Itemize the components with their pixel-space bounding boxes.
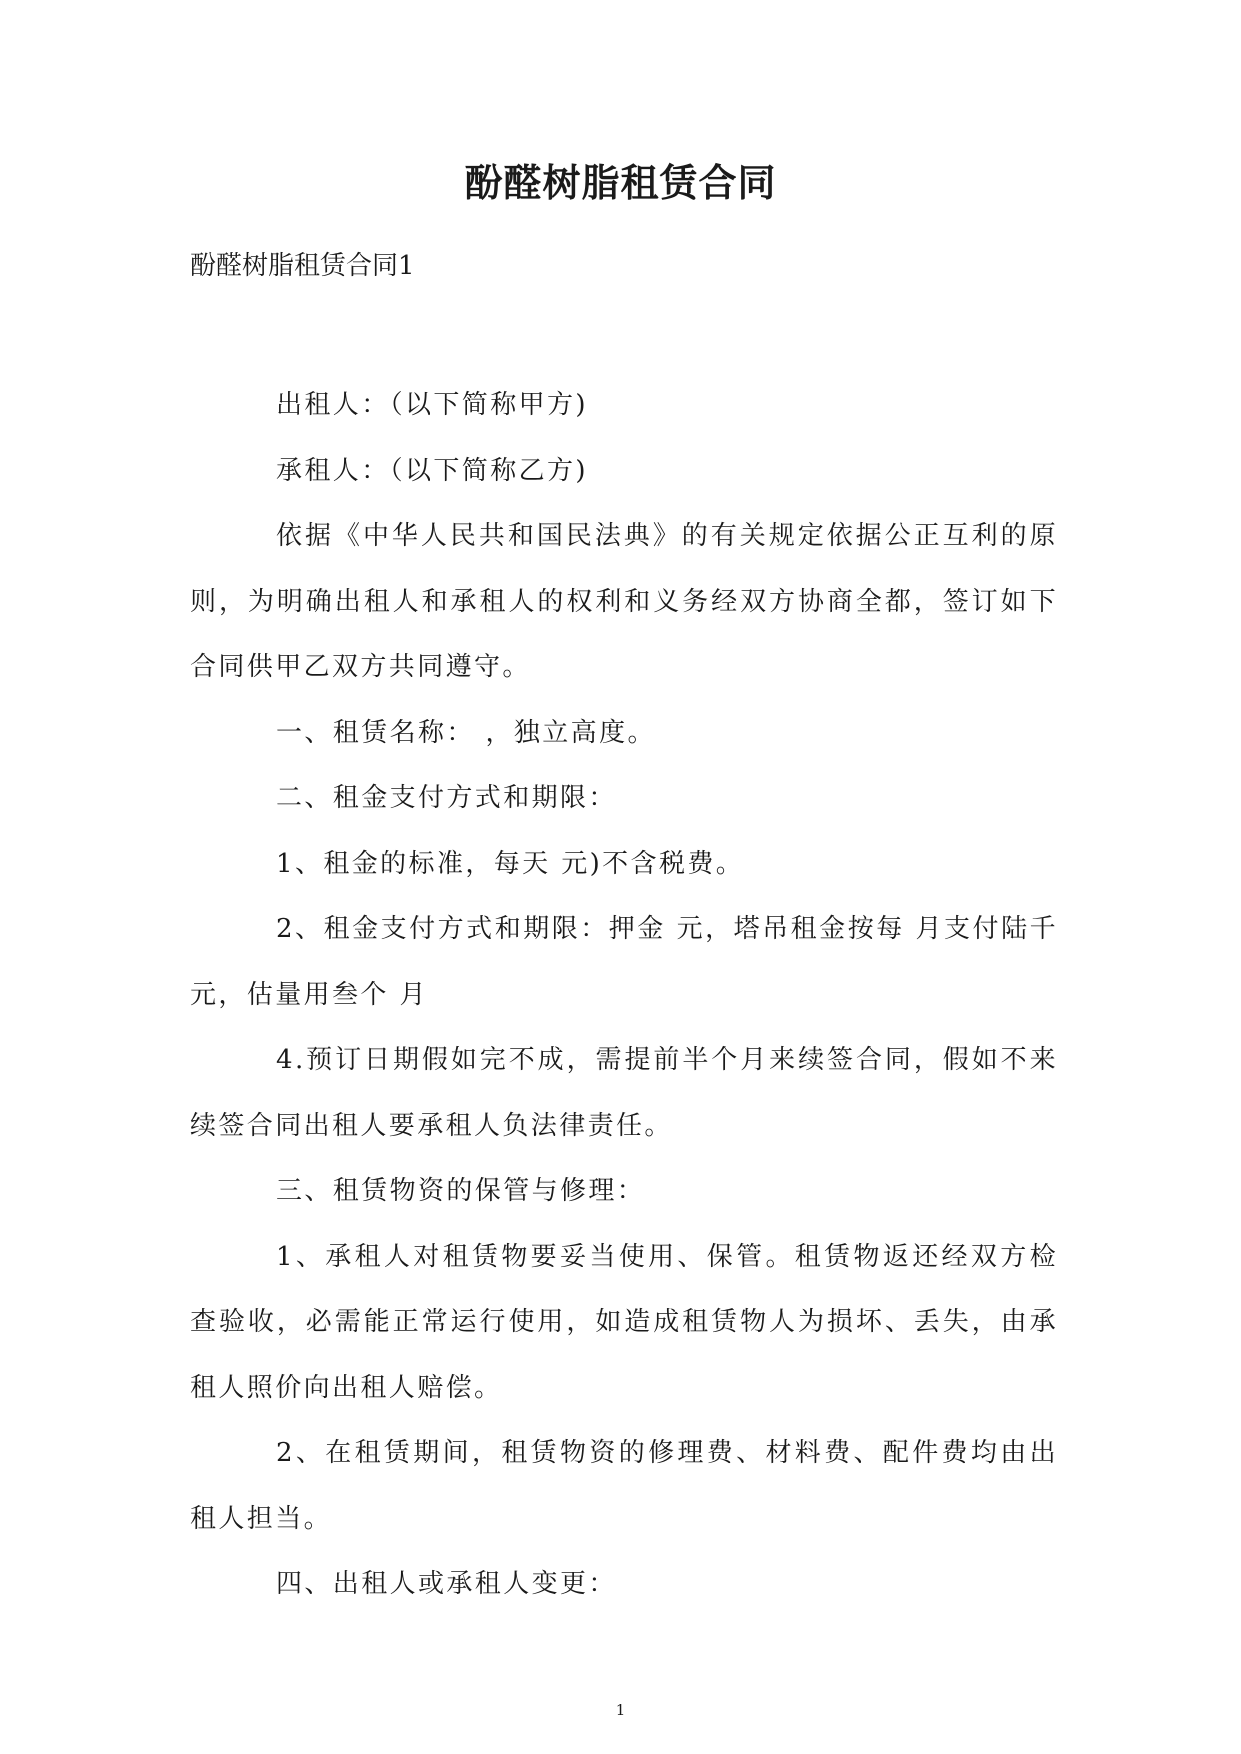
document-body <box>190 373 1058 1618</box>
paragraph-lessee: 承租人：（以下简称乙方) <box>276 455 588 486</box>
paragraph-custody: 1、承租人对租赁物要妥当使用、保管。租赁物返还经双方检查验收，必需能正常运行使用，如造成租赁物人为损坏、丢失，由承租人照价向出租人赔偿。 <box>190 1241 1058 1403</box>
paragraph-section-2-heading: 二、租金支付方式和期限： <box>276 783 617 813</box>
paragraph-section-4-heading: 四、出租人或承租人变更： <box>276 1569 617 1599</box>
paragraph-preamble: 依据《中华人民共和国民法典》的有关规定依据公正互利的原则，为明确出租人和承租人的权利和义务经双方协商全都，签订如下合同供甲乙双方共同遵守。 <box>190 521 1058 682</box>
paragraph-renewal: 4.预订日期假如完不成，需提前半个月来续签合同，假如不来续签合同出租人要承租人负法律责任。 <box>190 1045 1058 1141</box>
document-title: 酚醛树脂租赁合同 <box>464 160 777 205</box>
document-subtitle: 酚醛树脂租赁合同1 <box>190 251 415 281</box>
paragraph-rent-standard: 1、租金的标准，每天 元)不含税费。 <box>276 848 745 879</box>
paragraph-section-3-heading: 三、租赁物资的保管与修理： <box>276 1176 646 1206</box>
page-number: 1 <box>615 1701 626 1719</box>
paragraph-section-1: 一、租赁名称： ，独立高度。 <box>276 717 656 748</box>
paragraph-repair-costs: 2、在租赁期间，租赁物资的修理费、材料费、配件费均由出租人担当。 <box>190 1438 1058 1534</box>
paragraph-lessor: 出租人：（以下简称甲方) <box>276 390 588 420</box>
paragraph-rent-payment: 2、租金支付方式和期限：押金 元，塔吊租金按每 月支付陆千 元，估量用叁个 月 <box>190 914 1059 1010</box>
